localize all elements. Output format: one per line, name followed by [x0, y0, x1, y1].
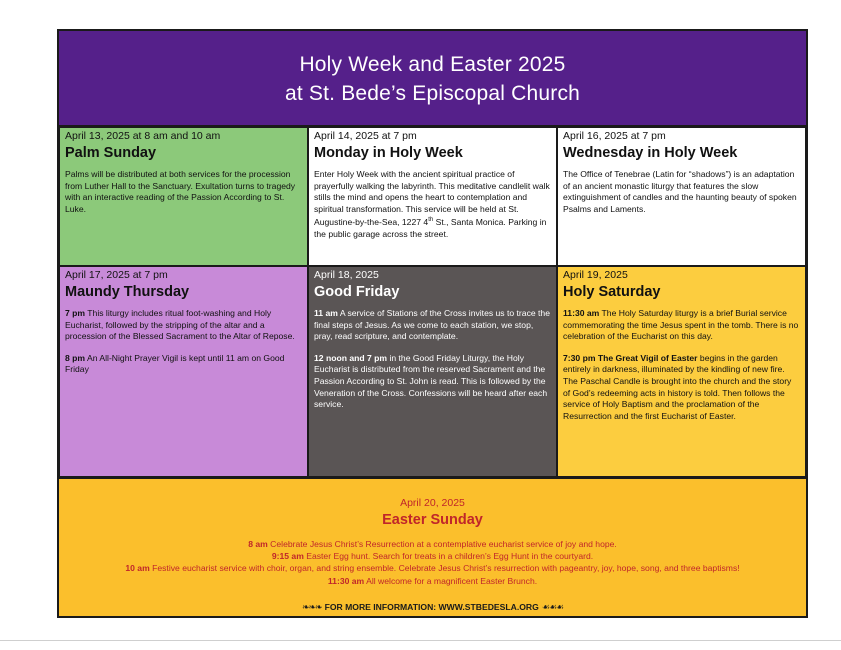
monday-title: Monday in Holy Week — [314, 145, 463, 161]
monday-description-a: Enter Holy Week with the ancient spiritual practice of prayerfully walking the labyrinth. This meditative candlelit walk stills the mind and opens the heart to contemplation and spiritual transformation. This service will be held at St. Augustine-by-the-Sea, 1227 4 — [314, 169, 550, 228]
flourish-right-icon: ☙☙☙ — [541, 602, 564, 612]
saturday-paragraph — [563, 353, 800, 423]
thursday-date: April 17, 2025 at 7 pm — [65, 269, 168, 281]
more-info-text: FOR MORE INFORMATION: WWW.STBEDESLA.ORG — [324, 602, 539, 612]
thursday-description — [65, 308, 302, 376]
easter-title: Easter Sunday — [382, 512, 483, 528]
friday-text-1: A service of Stations of the Cross invites us to trace the final steps of Jesus. As we come to each station, we stop, pray, read scripture, and contemplate. — [314, 308, 550, 342]
saturday-time-1: 11:30 am — [563, 308, 600, 318]
easter-sunday-section — [59, 477, 806, 616]
saturday-date: April 19, 2025 — [563, 269, 628, 281]
friday-text-2: in the Good Friday Liturgy, the Holy Eucharist is distributed from the reserved Sacrament and the Passion According to St. John is read. This is followed by the Veneration of the Cross. Confessions will be heard after each service. — [314, 352, 548, 410]
flyer-header — [59, 31, 806, 127]
more-info-line — [59, 602, 806, 613]
maundy-thursday-cell — [59, 266, 308, 477]
wednesday-description: The Office of Tenebrae (Latin for “shadows”) is an adaptation of an ancient monastic liturgy that features the slow extinguishment of candles and the haunting beauty of spoken Psalms and Laments. — [563, 169, 797, 214]
thursday-paragraph — [65, 353, 302, 376]
easter-time: 10 am — [125, 563, 150, 574]
thursday-text-2: An All-Night Prayer Vigil is kept until 11 am on Good Friday — [65, 352, 285, 375]
saturday-paragraph — [563, 308, 800, 343]
easter-date: April 20, 2025 — [400, 497, 465, 509]
easter-time: 9:15 am — [271, 551, 304, 562]
thursday-title: Maundy Thursday — [65, 284, 190, 300]
easter-text: Easter Egg hunt. Search for treats in a children’s Egg Hunt in the courtyard. — [303, 551, 594, 562]
saturday-time-2: 7:30 pm The Great Vigil of Easter — [563, 352, 698, 363]
thursday-paragraph — [65, 308, 302, 343]
friday-paragraph — [314, 353, 551, 411]
page-edge-line — [0, 640, 841, 641]
easter-schedule-line — [59, 538, 806, 550]
easter-text: All welcome for a magnificent Easter Brunch. — [364, 575, 538, 586]
thursday-time-1: 7 pm — [65, 308, 86, 318]
monday-description — [314, 169, 551, 240]
header-title-line-2: at St. Bede’s Episcopal Church — [284, 82, 581, 105]
palm-sunday-date: April 13, 2025 at 8 am and 10 am — [65, 130, 221, 142]
saturday-text-1: The Holy Saturday liturgy is a brief Burial service commemorating the time Jesus spent in the tomb. There is no celebration of the Eucharist on this day. — [563, 308, 799, 342]
friday-date: April 18, 2025 — [314, 269, 379, 281]
easter-text: Celebrate Jesus Christ’s Resurrection at a contemplative eucharist service of joy and hope. — [267, 539, 617, 549]
saturday-description — [563, 308, 800, 422]
monday-date: April 14, 2025 at 7 pm — [314, 130, 417, 142]
palm-sunday-title: Palm Sunday — [65, 145, 157, 161]
friday-time-2: 12 noon and 7 pm — [314, 352, 388, 363]
monday-holy-week-cell — [308, 127, 557, 266]
wednesday-date: April 16, 2025 at 7 pm — [563, 130, 666, 142]
easter-text: Festive eucharist service with choir, organ, and string ensemble. Celebrate Jesus Christ’s resurrection with pageantry, joy, hope, song, and three baptisms! — [149, 563, 740, 574]
thursday-text-1: This liturgy includes ritual foot-washing and Holy Eucharist, followed by the stripping of the altar and a procession of the Blessed Sacrament to the Altar of Repose. — [65, 308, 295, 342]
wednesday-holy-week-cell — [557, 127, 806, 266]
friday-time-1: 11 am — [314, 308, 338, 318]
thursday-time-2: 8 pm — [65, 352, 86, 363]
easter-schedule — [59, 538, 806, 587]
friday-title: Good Friday — [314, 284, 400, 300]
saturday-title: Holy Saturday — [563, 284, 661, 300]
wednesday-title: Wednesday in Holy Week — [563, 145, 738, 161]
holy-week-flyer — [57, 29, 808, 618]
holy-saturday-cell — [557, 266, 806, 477]
easter-schedule-line — [59, 562, 806, 574]
friday-description — [314, 308, 551, 411]
monday-description-sup: th — [428, 217, 434, 224]
flourish-left-icon: ❧❧❧ — [301, 602, 322, 612]
easter-schedule-line — [59, 575, 806, 587]
easter-time: 11:30 am — [327, 575, 365, 586]
friday-paragraph — [314, 308, 551, 343]
saturday-text-2: begins in the garden entirely in darkness, illuminated by the kindling of new fire. The Paschal Candle is brought into the church and the story of God’s redeeming acts in history is told. Then follows the service of Holy Baptism and the proclamation of the Resurrection and the first Eucharist of Easter. — [563, 352, 792, 421]
good-friday-cell — [308, 266, 557, 477]
easter-schedule-line — [59, 550, 806, 562]
easter-time: 8 am — [248, 539, 268, 549]
palm-sunday-description: Palms will be distributed at both services for the procession from Luther Hall to the Sanctuary. Exultation turns to tragedy with an interactive reading of the Passion According to St. Luke. — [65, 169, 296, 214]
monday-description-b: St., Santa Monica. Parking in the public garage across the street. — [314, 217, 547, 239]
palm-sunday-cell — [59, 127, 308, 266]
header-title-line-1: Holy Week and Easter 2025 — [299, 53, 566, 76]
